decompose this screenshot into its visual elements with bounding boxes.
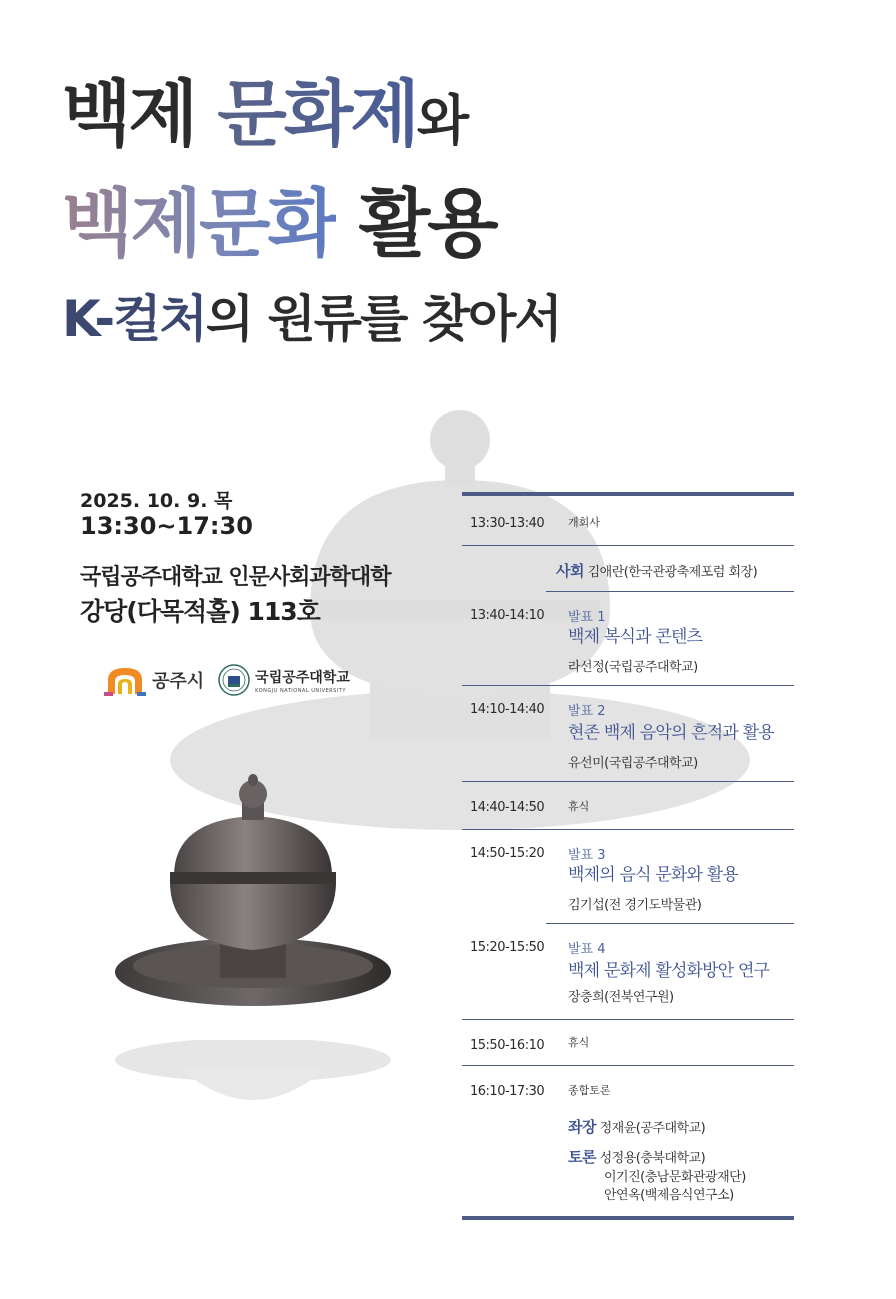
- title-line-1: [62, 68, 466, 167]
- event-time: 13:30~17:30: [80, 512, 253, 540]
- chair-role: 좌장: [568, 1118, 596, 1136]
- title-word-munhwaje: 문화제: [217, 72, 417, 156]
- talk-title: 백제 문화제 활성화방안 연구: [568, 961, 770, 981]
- mc-line: [556, 560, 757, 581]
- talk-speaker: 김기섭(전 경기도박물관): [568, 898, 702, 913]
- schedule-row-opening: [462, 496, 794, 546]
- talk-title: 백제 복식과 콘텐츠: [568, 627, 703, 647]
- gongju-city-label: 공주시: [152, 671, 205, 692]
- chair-person: 정재윤(공주대학교): [599, 1121, 706, 1136]
- event-venue-line-2: 강당(다목적홀) 113호: [80, 597, 320, 626]
- schedule-label: 종합토론: [568, 1084, 611, 1097]
- talk-speaker: 유선미(국립공주대학교): [568, 756, 698, 771]
- schedule-time: 15:20-15:50: [470, 940, 545, 955]
- mc-person: 김애란(한국관광축제포럼 회장): [587, 565, 758, 580]
- schedule-row-mc: [546, 546, 794, 592]
- program-schedule: [462, 492, 794, 1220]
- gongju-city-logo: [104, 664, 204, 696]
- panel-role: 토론: [568, 1148, 596, 1166]
- talk-tag: 발표 4: [568, 942, 606, 957]
- talk-speaker: 라선정(국립공주대학교): [568, 660, 698, 675]
- vessel-reflection: [112, 1040, 394, 1130]
- panelist: 이기진(충남문화관광재단): [604, 1170, 746, 1185]
- title-word-baekje: 백제: [62, 72, 196, 156]
- schedule-time: 14:10-14:40: [470, 702, 545, 717]
- talk-title: 현존 백제 음악의 흔적과 활용: [568, 723, 774, 743]
- schedule-row-discussion: [462, 1066, 794, 1216]
- knu-label: 국립공주대학교: [255, 669, 350, 686]
- talk-speaker: 장충희(전북연구원): [568, 990, 674, 1005]
- title-word-k-culture: K-컬처: [62, 290, 206, 348]
- knu-emblem-icon: [218, 664, 250, 696]
- schedule-label: 휴식: [568, 800, 590, 813]
- title-word-hwalyong: 활용: [358, 181, 496, 267]
- panelist: 성정용(충북대학교): [599, 1151, 706, 1166]
- title-word-baekje-munhwa: 백제문화: [62, 181, 336, 267]
- talk-tag: 발표 2: [568, 704, 606, 719]
- schedule-time: 16:10-17:30: [470, 1084, 545, 1099]
- title-word-origin: 의 원류를 찾아서: [205, 290, 561, 348]
- event-date: 2025. 10. 9. 목: [80, 490, 233, 512]
- discussion-chair-line: [568, 1116, 705, 1137]
- talk-title: 백제의 음식 문화와 활용: [568, 865, 739, 885]
- event-venue-line-1: 국립공주대학교 인문사회과학대학: [80, 565, 391, 590]
- talk-tag: 발표 1: [568, 610, 606, 625]
- organizer-logos: [104, 660, 350, 700]
- schedule-row-talk-3: [470, 830, 794, 924]
- title-line-3: [62, 288, 561, 350]
- schedule-time: 14:50-15:20: [470, 846, 545, 861]
- schedule-time: 13:40-14:10: [470, 608, 545, 623]
- schedule-row-break-1: [462, 782, 794, 830]
- schedule-row-talk-1: [462, 592, 794, 686]
- talk-tag: 발표 3: [568, 848, 606, 863]
- schedule-time: 15:50-16:10: [470, 1038, 545, 1053]
- schedule-time: 13:30-13:40: [470, 516, 545, 531]
- schedule-row-talk-4: [462, 924, 794, 1020]
- baekje-bronze-vessel-illustration: [112, 772, 394, 1032]
- knu-logo: [218, 664, 350, 696]
- schedule-label: 휴식: [568, 1036, 590, 1049]
- schedule-bottom-rule: [462, 1216, 794, 1220]
- schedule-time: 14:40-14:50: [470, 800, 545, 815]
- title-word-wa: 와: [416, 89, 467, 152]
- schedule-row-talk-2: [462, 686, 794, 782]
- mc-role: 사회: [556, 562, 584, 580]
- schedule-label: 개회사: [568, 516, 600, 529]
- gongju-arch-icon: [104, 664, 146, 696]
- discussion-panel-line: [568, 1146, 705, 1167]
- panelist: 안연옥(백제음식연구소): [604, 1188, 734, 1203]
- schedule-row-break-2: [462, 1020, 794, 1066]
- title-line-2: [62, 176, 496, 272]
- knu-english-label: KONGJU NATIONAL UNIVERSITY: [255, 687, 346, 694]
